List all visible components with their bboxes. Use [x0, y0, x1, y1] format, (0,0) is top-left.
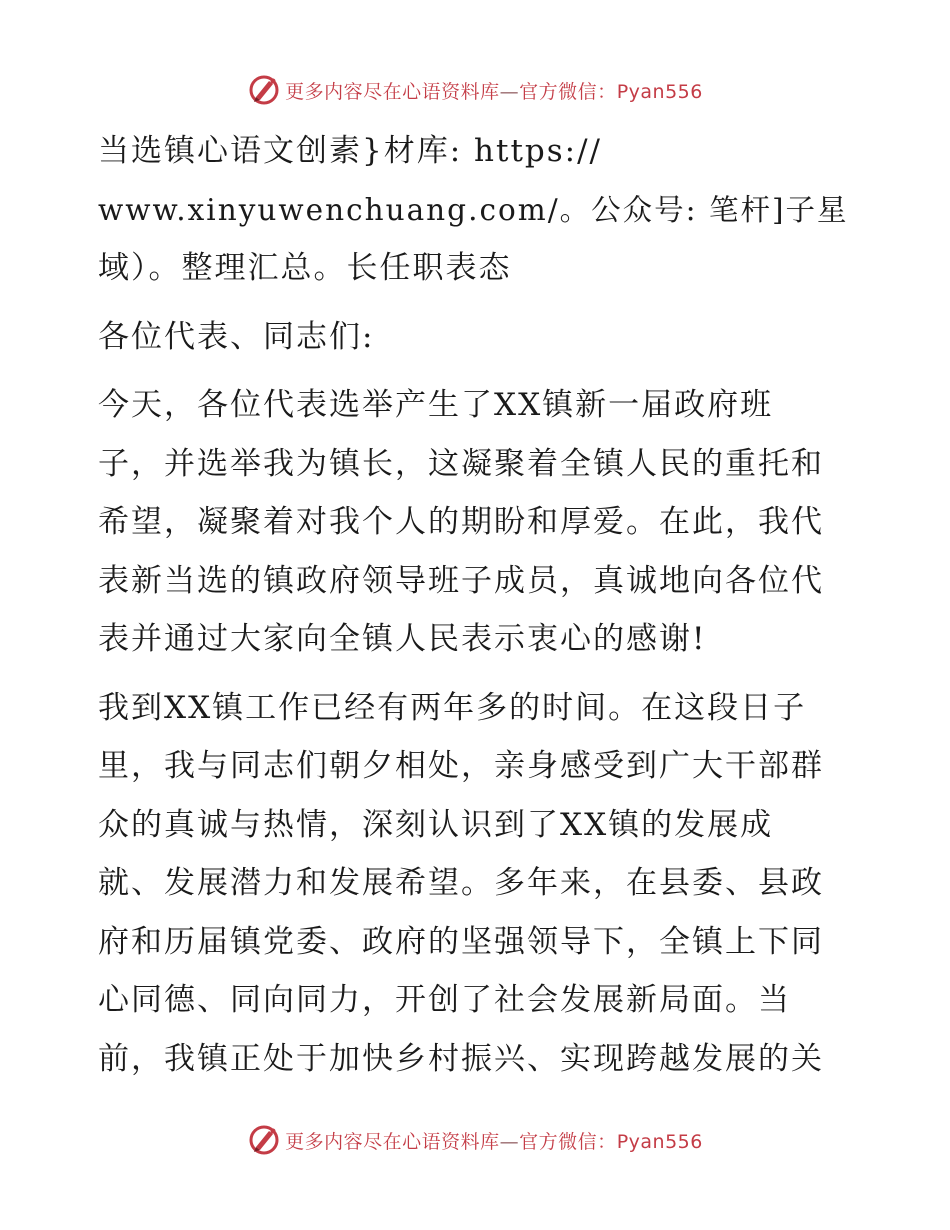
header-watermark-banner: [0, 70, 950, 110]
paragraph-salutation: [98, 308, 858, 367]
brand-logo-icon: [247, 1123, 281, 1157]
brand-logo-icon: [247, 73, 281, 107]
banner-wechat-id: Pyan556: [616, 80, 703, 103]
text-line: 子，并选举我为镇长，这凝聚着全镇人民的重托和: [98, 445, 824, 482]
text-line: 就、发展潜力和发展希望。多年来，在县委、县政: [98, 865, 824, 901]
text-line: 域）。整理汇总。长任职表态: [98, 250, 512, 286]
banner-main-text: 更多内容尽在心语资料库: [285, 80, 500, 103]
text-line: 各位代表、同志们:: [98, 318, 375, 355]
banner-wechat-id: Pyan556: [616, 1130, 703, 1153]
text-line: 府和历届镇党委、政府的坚强领导下，全镇上下同: [98, 923, 824, 960]
banner-wechat-label: 官方微信：: [519, 1130, 617, 1153]
paragraph-title: [98, 122, 858, 298]
text-line: 前，我镇正处于加快乡村振兴、实现跨越发展的关: [98, 1040, 824, 1077]
text-line: 希望，凝聚着对我个人的期盼和厚爱。在此，我代: [98, 504, 824, 540]
text-line: 表新当选的镇政府领导班子成员，真诚地向各位代: [98, 562, 824, 599]
banner-text: [285, 77, 703, 104]
text-line: 心同德、同向同力，开创了社会发展新局面。当: [98, 982, 791, 1018]
text-line: 今天，各位代表选举产生了XX镇新一届政府班: [98, 387, 774, 423]
banner-separator: —: [499, 80, 520, 103]
paragraph-thanks: [98, 376, 858, 669]
banner-main-text: 更多内容尽在心语资料库: [285, 1130, 500, 1153]
document-body: [98, 122, 858, 1098]
text-line: 表并通过大家向全镇人民表示衷心的感谢!: [98, 621, 707, 657]
text-line: 当选镇心语文创素}材库: https://: [98, 133, 602, 169]
text-line: 众的真诚与热情，深刻认识到了XX镇的发展成: [98, 806, 774, 843]
text-line: 里，我与同志们朝夕相处，亲身感受到广大干部群: [98, 748, 824, 784]
text-line: 我到XX镇工作已经有两年多的时间。在这段日子: [98, 689, 807, 726]
paragraph-work-experience: [98, 679, 858, 1089]
text-line: www.xinyuwenchuang.com/。公众号: 笔杆]子星: [98, 192, 849, 227]
banner-text: [285, 1127, 703, 1154]
footer-watermark-banner: [0, 1120, 950, 1160]
banner-wechat-label: 官方微信：: [519, 80, 617, 103]
banner-separator: —: [499, 1130, 520, 1153]
